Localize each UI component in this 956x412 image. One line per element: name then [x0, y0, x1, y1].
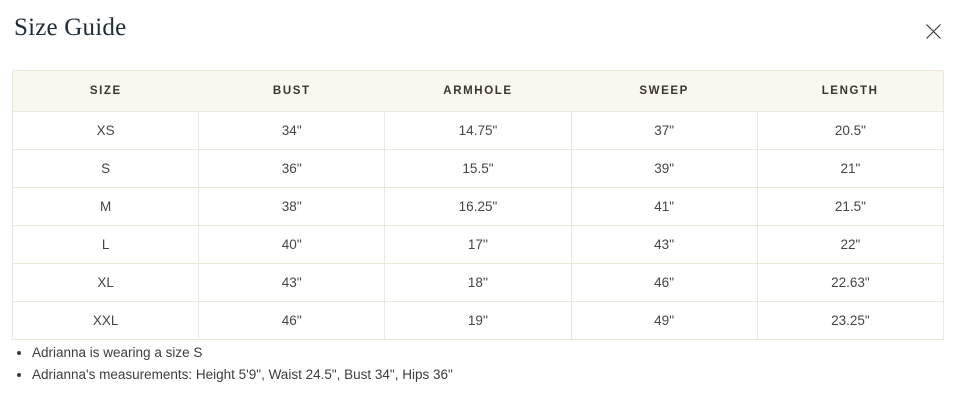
size-table [12, 70, 944, 340]
size-table-body [13, 112, 944, 340]
cell-length: 21" [757, 150, 943, 188]
cell-length: 20.5" [757, 112, 943, 150]
column-header-sweep: SWEEP [571, 71, 757, 112]
page-title: Size Guide [14, 14, 127, 41]
cell-bust: 46'' [199, 302, 385, 340]
cell-sweep: 37" [571, 112, 757, 150]
cell-size: XS [13, 112, 199, 150]
table-row [13, 226, 944, 264]
cell-size: XXL [13, 302, 199, 340]
cell-armhole: 16.25" [385, 188, 571, 226]
cell-sweep: 43'' [571, 226, 757, 264]
cell-length: 22" [757, 226, 943, 264]
cell-size: XL [13, 264, 199, 302]
cell-armhole: 17'' [385, 226, 571, 264]
cell-length: 23.25" [757, 302, 943, 340]
cell-sweep: 39" [571, 150, 757, 188]
column-header-bust: BUST [199, 71, 385, 112]
column-header-length: LENGTH [757, 71, 943, 112]
cell-armhole: 18'' [385, 264, 571, 302]
notes-list [16, 342, 453, 386]
cell-bust: 34'' [199, 112, 385, 150]
cell-size: L [13, 226, 199, 264]
cell-length: 21.5" [757, 188, 943, 226]
cell-armhole: 19'' [385, 302, 571, 340]
cell-sweep: 41" [571, 188, 757, 226]
note-item: • Adrianna's measurements: Height 5'9", Waist 24.5", Bust 34", Hips 36" [32, 364, 453, 386]
column-header-size: SIZE [13, 71, 199, 112]
cell-bust: 40'' [199, 226, 385, 264]
table-row [13, 302, 944, 340]
cell-armhole: 15.5" [385, 150, 571, 188]
cell-bust: 43'' [199, 264, 385, 302]
cell-bust: 38'' [199, 188, 385, 226]
size-table-head [13, 71, 944, 112]
cell-bust: 36'' [199, 150, 385, 188]
cell-size: S [13, 150, 199, 188]
cell-size: M [13, 188, 199, 226]
table-header-row [13, 71, 944, 112]
close-icon [925, 23, 942, 40]
close-button[interactable] [920, 18, 946, 44]
table-row [13, 150, 944, 188]
cell-sweep: 49'' [571, 302, 757, 340]
table-row [13, 264, 944, 302]
cell-armhole: 14.75" [385, 112, 571, 150]
table-row [13, 188, 944, 226]
cell-sweep: 46'' [571, 264, 757, 302]
note-item: • Adrianna is wearing a size S [32, 342, 453, 364]
column-header-armhole: ARMHOLE [385, 71, 571, 112]
table-row [13, 112, 944, 150]
cell-length: 22.63" [757, 264, 943, 302]
